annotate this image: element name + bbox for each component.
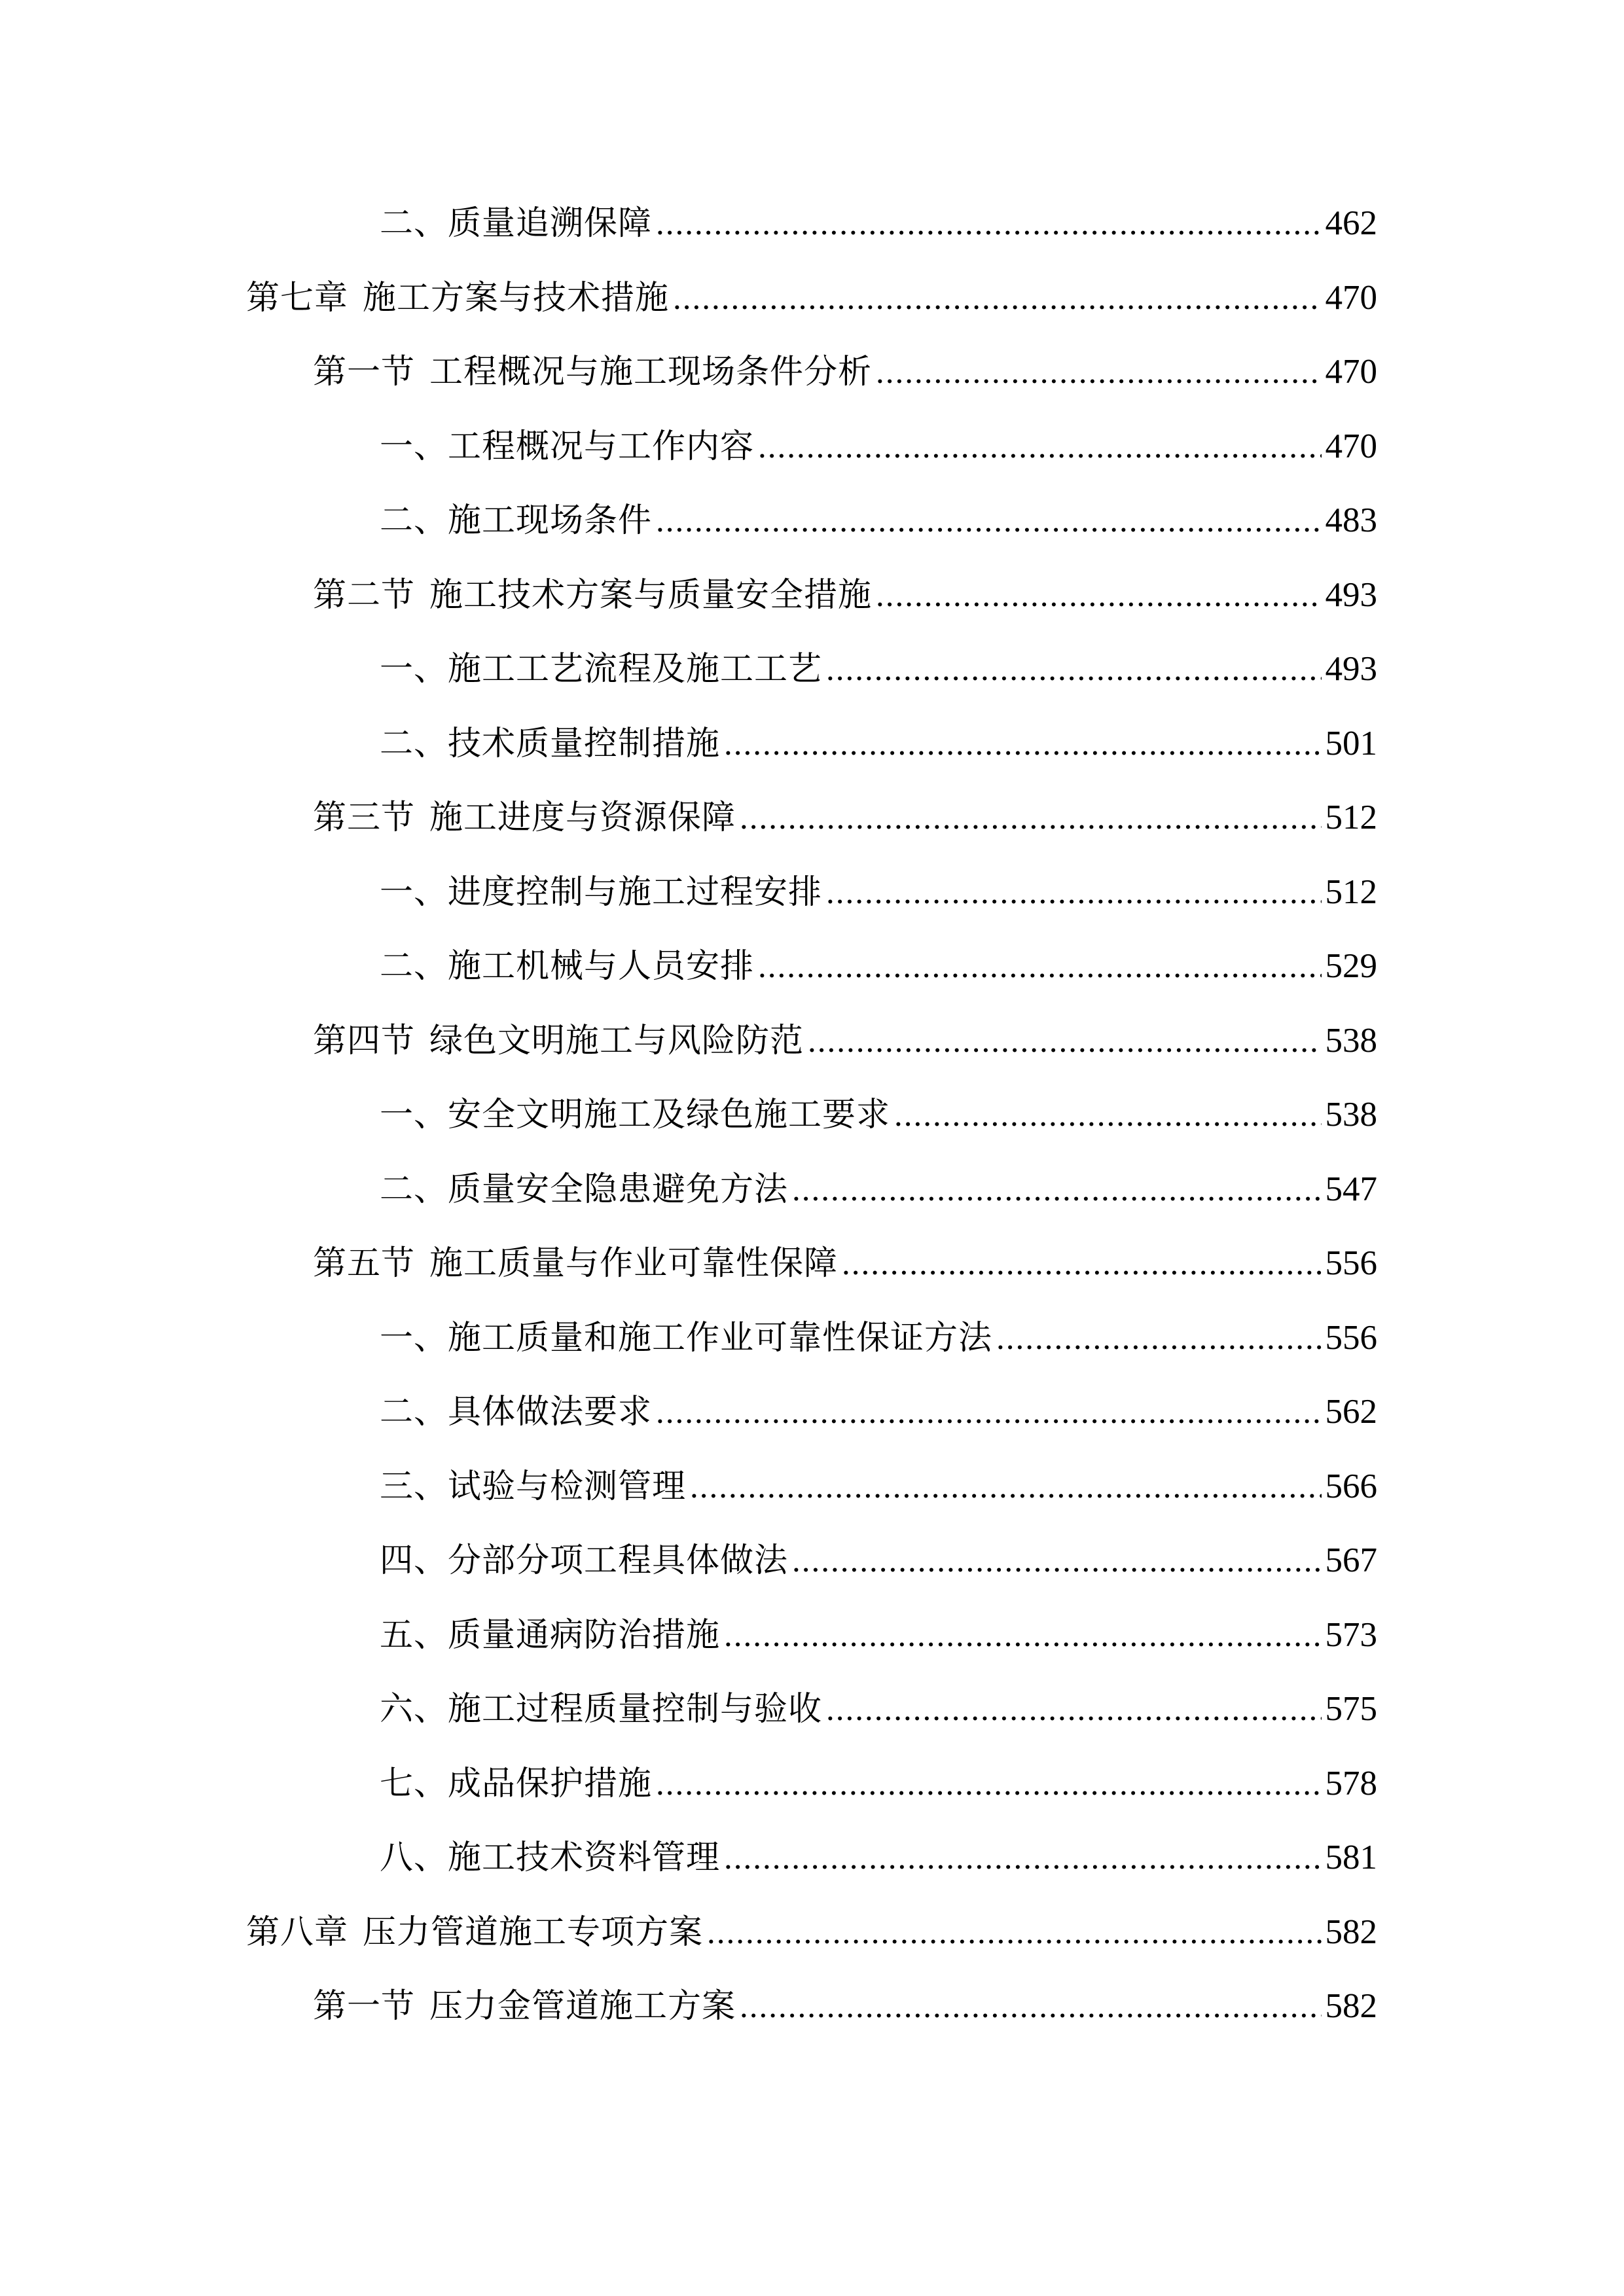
toc-section-entry[interactable] — [313, 1969, 1377, 2043]
toc-entry-number: 二、 — [380, 947, 448, 986]
dot-leader — [724, 1598, 1321, 1673]
toc-entry-number: 二、 — [380, 204, 448, 243]
toc-subsection-entry[interactable] — [380, 1374, 1377, 1449]
toc-entry-number: 一、 — [380, 1318, 448, 1357]
toc-entry-label — [380, 855, 822, 930]
toc-page-number: 566 — [1325, 1467, 1377, 1505]
toc-page-number: 501 — [1325, 724, 1377, 762]
dot-leader — [792, 1524, 1321, 1598]
toc-subsection-entry[interactable] — [380, 1077, 1377, 1152]
toc-entry-label — [380, 484, 652, 558]
toc-entry-title: 压力管道施工专项方案 — [363, 1912, 704, 1952]
toc-entry-label — [380, 707, 720, 781]
toc-entry-label — [380, 1747, 652, 1821]
toc-entry-label — [380, 1821, 720, 1895]
toc-entry-label — [380, 1375, 652, 1450]
toc-entry-title: 施工机械与人员安排 — [448, 947, 755, 986]
dot-leader — [673, 261, 1321, 336]
toc-page-number: 582 — [1325, 1987, 1377, 2025]
toc-chapter-entry[interactable] — [246, 1895, 1377, 1969]
toc-page-number: 538 — [1325, 1096, 1377, 1134]
toc-section-entry[interactable] — [313, 334, 1377, 409]
toc-section-entry[interactable] — [313, 780, 1377, 855]
toc-entry-title: 施工方案与技术措施 — [363, 278, 670, 317]
toc-entry-number: 第七章 — [246, 278, 349, 317]
toc-entry-number: 八、 — [380, 1839, 448, 1877]
toc-subsection-entry[interactable] — [380, 1523, 1377, 1598]
toc-entry-number: 第二节 — [313, 575, 416, 615]
toc-page-number: 529 — [1325, 947, 1377, 985]
toc-entry-title: 技术质量控制措施 — [448, 724, 721, 763]
toc-entry-number: 五、 — [380, 1615, 448, 1655]
dot-leader — [808, 1004, 1321, 1079]
dot-leader — [707, 1895, 1321, 1970]
toc-page-number: 556 — [1325, 1318, 1377, 1357]
toc-subsection-entry[interactable] — [380, 1300, 1377, 1375]
dot-leader — [656, 1375, 1321, 1450]
dot-leader — [876, 335, 1321, 410]
toc-entry-title: 分部分项工程具体做法 — [448, 1541, 789, 1580]
toc-section-entry[interactable] — [313, 1226, 1377, 1300]
toc-subsection-entry[interactable] — [380, 1672, 1377, 1746]
toc-entry-number: 第八章 — [246, 1912, 349, 1952]
toc-entry-title: 质量追溯保障 — [448, 204, 653, 243]
toc-entry-title: 质量通病防治措施 — [448, 1615, 721, 1655]
toc-subsection-entry[interactable] — [380, 929, 1377, 1003]
toc-entry-title: 绿色文明施工与风险防范 — [429, 1021, 804, 1060]
toc-entry-label — [380, 1672, 822, 1747]
toc-subsection-entry[interactable] — [380, 706, 1377, 781]
toc-entry-label — [380, 1078, 890, 1153]
dot-leader — [758, 410, 1321, 484]
toc-page-number: 582 — [1325, 1912, 1377, 1951]
toc-entry-label — [380, 187, 652, 261]
toc-entry-title: 施工进度与资源保障 — [429, 798, 736, 837]
toc-entry-label — [380, 1450, 686, 1524]
dot-leader — [758, 929, 1321, 1004]
toc-entry-label — [380, 929, 754, 1004]
toc-entry-number: 一、 — [380, 872, 448, 912]
toc-entry-title: 施工工艺流程及施工工艺 — [448, 650, 823, 689]
toc-subsection-entry[interactable] — [380, 1598, 1377, 1672]
toc-entry-label — [313, 1969, 736, 2044]
dot-leader — [656, 1747, 1321, 1821]
toc-entry-label — [313, 335, 872, 410]
toc-subsection-entry[interactable] — [380, 483, 1377, 558]
toc-section-entry[interactable] — [313, 1003, 1377, 1078]
toc-page-number: 567 — [1325, 1541, 1377, 1579]
toc-page-number: 483 — [1325, 501, 1377, 539]
toc-entry-label — [380, 1524, 788, 1598]
toc-entry-label — [380, 1598, 720, 1673]
toc-page-number: 462 — [1325, 204, 1377, 242]
toc-entry-number: 三、 — [380, 1467, 448, 1506]
toc-subsection-entry[interactable] — [380, 1152, 1377, 1227]
toc-page-number: 493 — [1325, 575, 1377, 614]
toc-entry-number: 六、 — [380, 1690, 448, 1729]
toc-page-number: 547 — [1325, 1170, 1377, 1208]
dot-leader — [826, 855, 1321, 930]
dot-leader — [656, 484, 1321, 558]
toc-entry-number: 一、 — [380, 650, 448, 689]
toc-entry-label — [246, 1895, 703, 1970]
toc-subsection-entry[interactable] — [380, 186, 1377, 260]
toc-subsection-entry[interactable] — [380, 632, 1377, 706]
toc-page-number: 573 — [1325, 1615, 1377, 1654]
dot-leader — [842, 1227, 1321, 1301]
toc-entry-number: 第五节 — [313, 1244, 416, 1283]
toc-entry-title: 压力金管道施工方案 — [429, 1987, 736, 2026]
toc-entry-title: 工程概况与工作内容 — [448, 427, 755, 466]
toc-entry-number: 七、 — [380, 1764, 448, 1803]
toc-entry-title: 施工质量和施工作业可靠性保证方法 — [448, 1318, 993, 1357]
toc-entry-label — [380, 1153, 788, 1227]
toc-entry-title: 试验与检测管理 — [448, 1467, 687, 1506]
toc-entry-number: 一、 — [380, 427, 448, 466]
dot-leader — [894, 1078, 1321, 1153]
toc-entry-number: 二、 — [380, 1393, 448, 1431]
toc-entry-label — [313, 781, 736, 855]
toc-entry-number: 二、 — [380, 724, 448, 763]
toc-entry-title: 施工技术资料管理 — [448, 1839, 721, 1877]
toc-entry-title: 具体做法要求 — [448, 1393, 653, 1431]
dot-leader — [740, 1969, 1321, 2044]
toc-entry-label — [380, 410, 754, 484]
toc-subsection-entry[interactable] — [380, 1449, 1377, 1524]
toc-page-number: 538 — [1325, 1021, 1377, 1060]
toc-entry-number: 一、 — [380, 1096, 448, 1134]
toc-page-number: 562 — [1325, 1393, 1377, 1431]
toc-entry-number: 第四节 — [313, 1021, 416, 1060]
toc-entry-number: 第一节 — [313, 353, 416, 391]
dot-leader — [826, 1672, 1321, 1747]
toc-entry-title: 施工技术方案与质量安全措施 — [429, 575, 873, 615]
toc-entry-title: 施工过程质量控制与验收 — [448, 1690, 823, 1729]
toc-page-number: 578 — [1325, 1764, 1377, 1803]
toc-subsection-entry[interactable] — [380, 855, 1377, 929]
toc-entry-title: 质量安全隐患避免方法 — [448, 1170, 789, 1209]
toc-subsection-entry[interactable] — [380, 1746, 1377, 1821]
toc-page-number: 470 — [1325, 278, 1377, 317]
dot-leader — [724, 1821, 1321, 1895]
toc-page-number: 493 — [1325, 650, 1377, 688]
dot-leader — [656, 187, 1321, 261]
toc-page-number: 470 — [1325, 427, 1377, 465]
toc-entry-title: 成品保护措施 — [448, 1764, 653, 1803]
toc-entry-label — [380, 632, 822, 707]
toc-entry-label — [313, 1227, 838, 1301]
toc-entry-label — [246, 261, 669, 336]
dot-leader — [740, 781, 1321, 855]
toc-entry-title: 安全文明施工及绿色施工要求 — [448, 1096, 891, 1134]
toc-entry-title: 进度控制与施工过程安排 — [448, 872, 823, 912]
toc-page-number: 581 — [1325, 1839, 1377, 1876]
toc-entry-number: 第一节 — [313, 1987, 416, 2026]
toc-chapter-entry[interactable] — [246, 260, 1377, 335]
dot-leader — [996, 1301, 1321, 1376]
toc-entry-number: 二、 — [380, 501, 448, 540]
toc-page-number: 470 — [1325, 353, 1377, 391]
toc-entry-title: 施工质量与作业可靠性保障 — [429, 1244, 839, 1283]
toc-entry-label — [313, 558, 872, 633]
dot-leader — [690, 1450, 1321, 1524]
toc-subsection-entry[interactable] — [380, 1820, 1377, 1895]
toc-entry-number: 第三节 — [313, 798, 416, 837]
dot-leader — [792, 1153, 1321, 1227]
toc-page-number: 556 — [1325, 1244, 1377, 1282]
toc-entry-title: 工程概况与施工现场条件分析 — [429, 353, 873, 391]
dot-leader — [826, 632, 1321, 707]
dot-leader — [876, 558, 1321, 633]
toc-page-number: 512 — [1325, 872, 1377, 911]
dot-leader — [724, 707, 1321, 781]
toc-section-entry[interactable] — [313, 558, 1377, 632]
toc-entry-number: 四、 — [380, 1541, 448, 1580]
toc-page-number: 512 — [1325, 798, 1377, 836]
toc-entry-title: 施工现场条件 — [448, 501, 653, 540]
toc-page-number: 575 — [1325, 1690, 1377, 1728]
toc-entry-label — [313, 1004, 804, 1079]
toc-entry-number: 二、 — [380, 1170, 448, 1209]
toc-entry-label — [380, 1301, 992, 1376]
toc-subsection-entry[interactable] — [380, 409, 1377, 484]
